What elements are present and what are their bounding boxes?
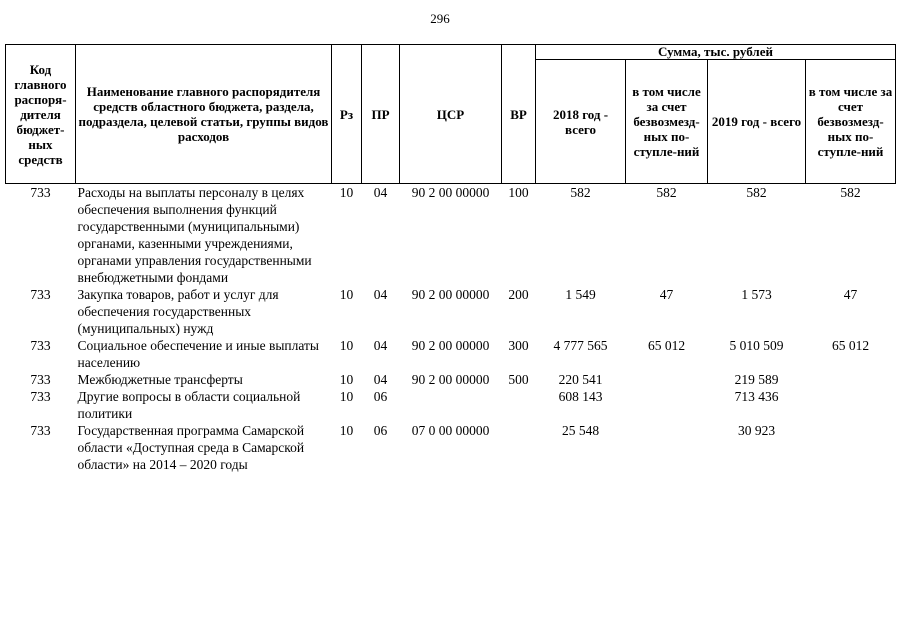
row-pr: 06 (373, 423, 388, 438)
row-sum-2018-free (626, 388, 708, 422)
header-code: Код главного распоря-дителя бюджет-ных средств (6, 45, 76, 184)
table-row (6, 422, 896, 473)
row-csr: 07 0 00 00000 (411, 423, 490, 438)
row-sum-2018: 220 541 (558, 372, 603, 387)
header-2018-total: 2018 год - всего (536, 60, 626, 184)
row-name: Другие вопросы в области социальной политики (77, 389, 301, 421)
row-name: Расходы на выплаты персоналу в целях обеспечения выполнения функций государственными (муниципальными) органами, казенными учреждениями, органами управления государственными внебюджетными фондами (77, 185, 312, 285)
row-csr: 90 2 00 00000 (411, 372, 490, 387)
row-code: 733 (30, 389, 51, 404)
row-csr: 90 2 00 00000 (411, 338, 490, 353)
row-rz: 10 (339, 185, 354, 200)
header-2018-free: в том числе за счет безвозмезд-ных по-ступле-ний (626, 60, 708, 184)
table-row (6, 337, 896, 371)
header-rz: Рз (332, 45, 362, 184)
row-name: Государственная программа Самарской области «Доступная среда в Самарской области» на 2014 – 2020 годы (77, 423, 305, 472)
row-sum-2019-free (806, 388, 896, 422)
row-code: 733 (30, 423, 51, 438)
header-2019-free: в том числе за счет безвозмезд-ных по-ступле-ний (806, 60, 896, 184)
row-rz: 10 (339, 338, 354, 353)
row-rz: 10 (339, 287, 354, 302)
row-sum-2019: 219 589 (734, 372, 779, 387)
row-pr: 04 (373, 338, 388, 353)
row-pr: 04 (373, 287, 388, 302)
row-sum-2019-free: 47 (843, 287, 858, 302)
row-sum-2019: 713 436 (734, 389, 779, 404)
row-code: 733 (30, 185, 51, 200)
budget-table (5, 44, 896, 473)
header-name: Наименование главного распорядителя средств областного бюджета, раздела, подраздела, целевой статьи, группы видов расходов (76, 45, 332, 184)
row-rz: 10 (339, 423, 354, 438)
row-sum-2018-free: 65 012 (647, 338, 686, 353)
row-sum-2018: 1 549 (565, 287, 596, 302)
row-vr (502, 388, 536, 422)
row-name: Закупка товаров, работ и услуг для обеспечения государственных (муниципальных) нужд (77, 287, 279, 336)
row-vr (502, 422, 536, 473)
row-sum-2019-free (806, 371, 896, 388)
page-number: 296 (430, 11, 450, 26)
row-sum-2019: 582 (746, 185, 767, 200)
row-sum-2019-free: 582 (840, 185, 861, 200)
header-vr: ВР (502, 45, 536, 184)
row-code: 733 (30, 338, 51, 353)
table-row (6, 388, 896, 422)
row-sum-2018: 25 548 (561, 423, 600, 438)
row-sum-2018: 582 (570, 185, 591, 200)
row-sum-2018: 608 143 (558, 389, 603, 404)
row-vr: 200 (508, 287, 529, 302)
header-2019-total: 2019 год - всего (708, 60, 806, 184)
row-sum-2019: 5 010 509 (729, 338, 784, 353)
table-header (6, 45, 896, 184)
row-sum-2018-free (626, 422, 708, 473)
row-csr: 90 2 00 00000 (411, 185, 490, 200)
table-body (6, 184, 896, 474)
row-sum-2018-free: 47 (659, 287, 674, 302)
row-name: Социальное обеспечение и иные выплаты населению (77, 338, 319, 370)
table-row (6, 371, 896, 388)
row-name: Межбюджетные трансферты (77, 372, 243, 387)
row-sum-2018: 4 777 565 (553, 338, 608, 353)
row-code: 733 (30, 372, 51, 387)
row-pr: 04 (373, 185, 388, 200)
row-vr: 500 (508, 372, 529, 387)
row-sum-2019-free: 65 012 (831, 338, 870, 353)
row-pr: 04 (373, 372, 388, 387)
row-sum-2019: 30 923 (737, 423, 776, 438)
row-sum-2018-free (626, 371, 708, 388)
header-csr: ЦСР (400, 45, 502, 184)
row-sum-2018-free: 582 (656, 185, 677, 200)
row-pr: 06 (373, 389, 388, 404)
row-vr: 300 (508, 338, 529, 353)
row-csr: 90 2 00 00000 (411, 287, 490, 302)
row-rz: 10 (339, 389, 354, 404)
row-csr (400, 388, 502, 422)
row-code: 733 (30, 287, 51, 302)
row-vr: 100 (508, 185, 529, 200)
header-sum: Сумма, тыс. рублей (536, 45, 896, 60)
row-sum-2019: 1 573 (741, 287, 772, 302)
row-sum-2019-free (806, 422, 896, 473)
header-pr: ПР (362, 45, 400, 184)
table-row (6, 184, 896, 287)
row-rz: 10 (339, 372, 354, 387)
table-row (6, 286, 896, 337)
